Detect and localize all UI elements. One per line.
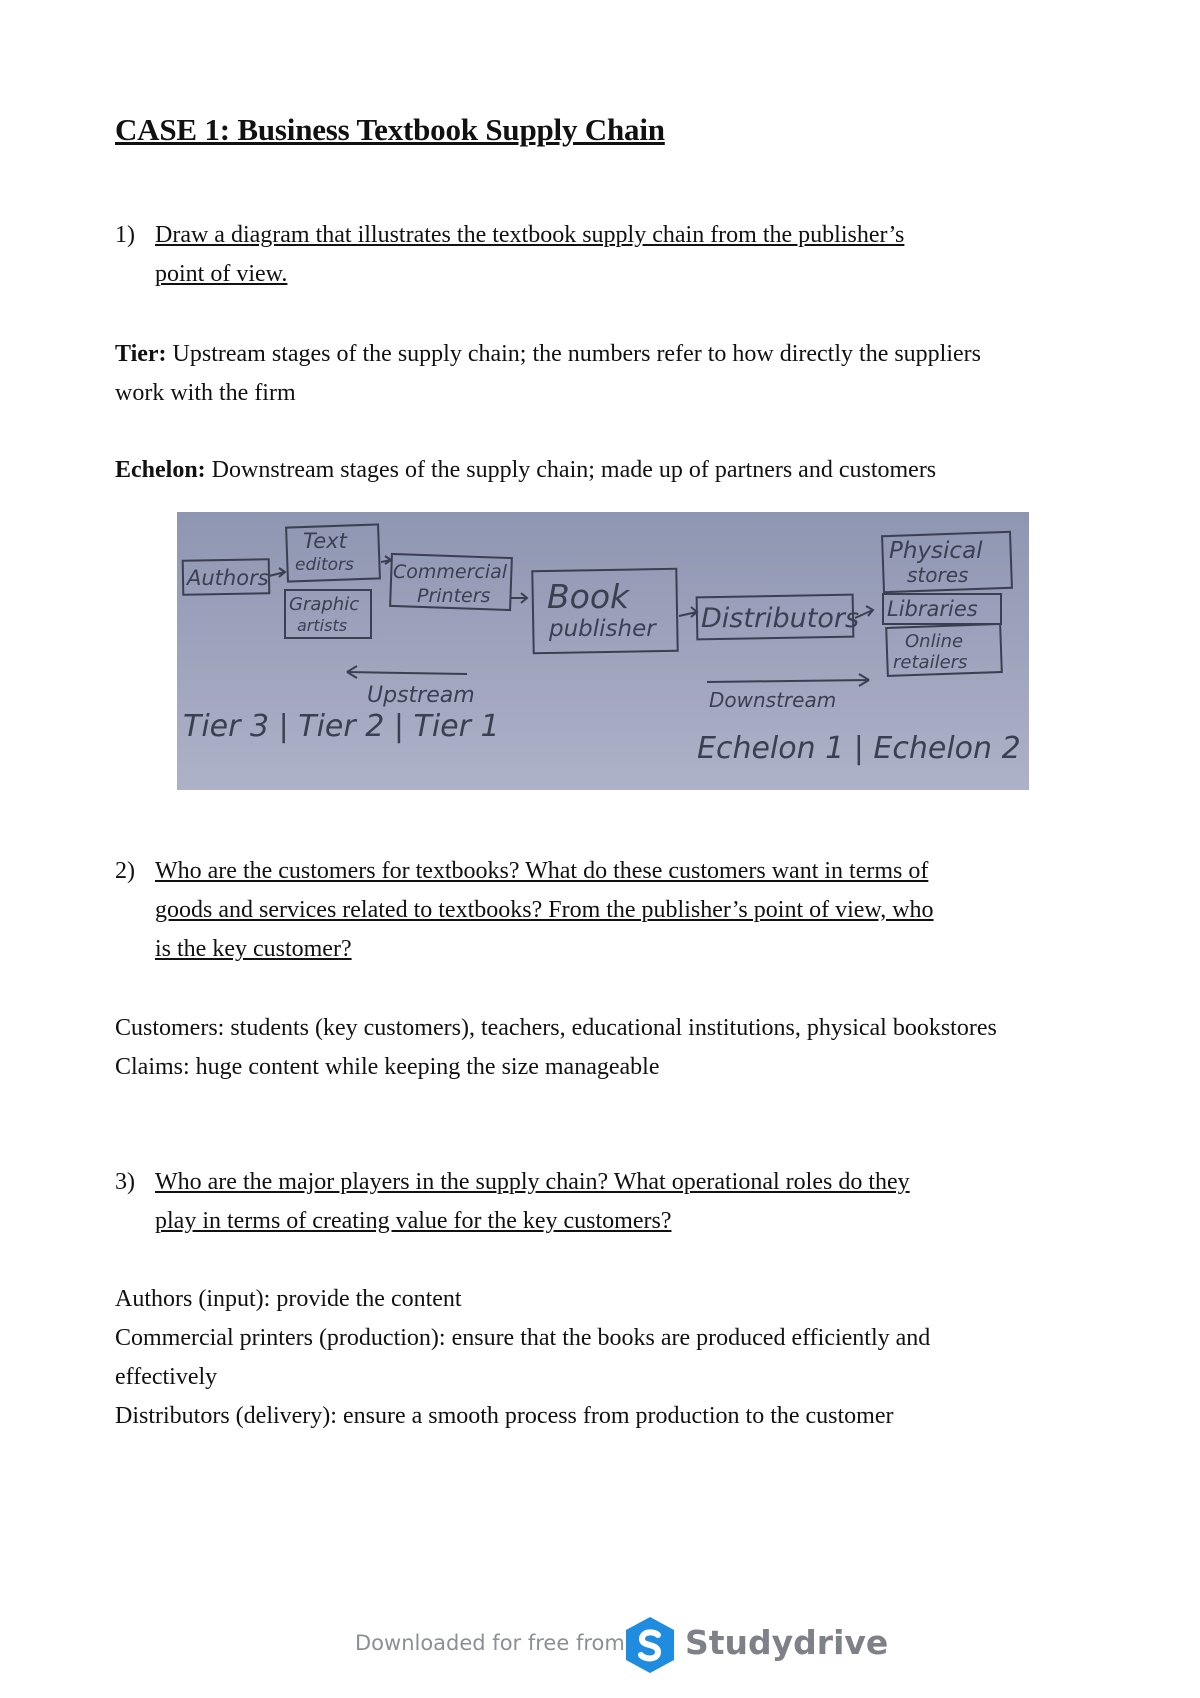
echelons-label: Echelon 1 | Echelon 2	[697, 731, 1021, 766]
graphic-artists-label-2: artists	[297, 616, 348, 635]
graphic-artists-label: Graphic	[289, 594, 360, 615]
question-line: point of view.	[155, 261, 288, 287]
libraries-label: Libraries	[887, 597, 978, 621]
question-text	[155, 852, 1095, 969]
answer-line: effectively	[115, 1364, 218, 1390]
physical-stores-label: Physical	[889, 538, 983, 564]
question-3	[115, 1163, 1095, 1241]
tier-text: Upstream stages of the supply chain; the numbers refer to how directly the suppliers	[172, 341, 981, 367]
physical-stores-label-2: stores	[907, 563, 969, 587]
echelon-text: Downstream stages of the supply chain; made up of partners and customers	[211, 457, 937, 483]
question-number: 3)	[115, 1169, 135, 1195]
question-number: 1)	[115, 222, 135, 248]
tiers-label: Tier 3 | Tier 2 | Tier 1	[183, 709, 500, 744]
question-2	[115, 852, 1095, 969]
page-title: CASE 1: Business Textbook Supply Chain	[115, 112, 665, 147]
studydrive-brand: Studydrive	[685, 1623, 889, 1662]
question-line: Who are the major players in the supply chain? What operational roles do they	[155, 1169, 910, 1195]
answer-line: Commercial printers (production): ensure that the books are produced efficiently and	[115, 1325, 931, 1351]
question-1	[115, 216, 1095, 294]
question-line: goods and services related to textbooks? From the publisher’s point of view, who	[155, 897, 934, 923]
distributors-label: Distributors	[701, 603, 860, 634]
question-text	[155, 1163, 1095, 1241]
answer-line: Claims: huge content while keeping the size manageable	[115, 1054, 660, 1080]
answer-line: Customers: students (key customers), teachers, educational institutions, physical bookstores	[115, 1015, 997, 1041]
question-number: 2)	[115, 858, 135, 884]
downloaded-text: Downloaded for free from	[355, 1631, 625, 1655]
commercial-printers-label-2: Printers	[417, 585, 491, 607]
question-line: Who are the customers for textbooks? What do these customers want in terms of	[155, 858, 929, 884]
tier-definition	[115, 335, 1105, 413]
answer-line: Distributors (delivery): ensure a smooth process from production to the customer	[115, 1403, 894, 1429]
question-line: is the key customer?	[155, 936, 352, 962]
question-line: play in terms of creating value for the key customers?	[155, 1208, 672, 1234]
answer-3	[115, 1280, 1105, 1436]
book-publisher-label-2: publisher	[549, 616, 656, 642]
commercial-printers-label: Commercial	[393, 561, 508, 583]
question-text	[155, 216, 1095, 294]
studydrive-footer[interactable]	[355, 1615, 889, 1675]
online-retailers-label: Online	[905, 631, 964, 652]
tier-term: Tier:	[115, 341, 167, 367]
echelon-term: Echelon:	[115, 457, 206, 483]
online-retailers-label-2: retailers	[893, 652, 968, 673]
echelon-definition	[115, 451, 1105, 490]
question-line: Draw a diagram that illustrates the textbook supply chain from the publisher’s	[155, 222, 905, 248]
authors-label: Authors	[187, 566, 269, 590]
text-editors-label-2: editors	[295, 555, 354, 575]
answer-line: Authors (input): provide the content	[115, 1286, 462, 1312]
upstream-label: Upstream	[367, 683, 475, 708]
supply-chain-diagram-photo	[177, 512, 1029, 790]
text-editors-label: Text	[303, 529, 347, 553]
downstream-label: Downstream	[709, 688, 837, 712]
answer-2	[115, 1009, 1105, 1087]
studydrive-logo-icon	[623, 1615, 677, 1675]
tier-text-2: work with the firm	[115, 380, 296, 406]
book-publisher-label: Book	[547, 577, 630, 616]
handwritten-diagram	[177, 512, 1029, 790]
